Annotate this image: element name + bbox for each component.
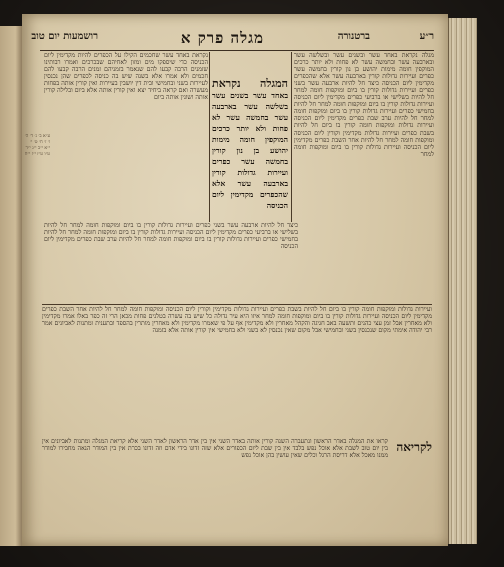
- running-header: [31, 28, 434, 51]
- column-divider: [291, 52, 292, 222]
- book-page: [22, 14, 448, 546]
- mishnah-opening-words: המגלה נקראת: [212, 77, 288, 90]
- lower-commentary-text: כיצד חל להיות ארבעה עשר בשני כפרים ועיירות גדולות קורין בו ביום ומוקפות חומה למחר חל להיות בשלישי או ברביעי כפרים מקדימין ליום הכניסה ועיירות גדולות קורין בו ביום ומוקפות חומה למחר חל להיות בחמישי כפרים ועיירות גדולות קורין בו ביום ומוקפות חומה למחר חל להיות ערב שבת כפרים מקדימין ליום הכניסה: [44, 222, 298, 251]
- commentary-running-head: ברטנורה: [337, 31, 370, 42]
- commentary-column-left: [44, 52, 208, 218]
- column-divider: [209, 52, 210, 222]
- commentary-lower-block: [44, 222, 298, 306]
- mishnah-block: [212, 77, 288, 210]
- full-width-text: ועיירות גדולות ומוקפות חומה קורין בו ביום חל להיות בשבת כפרים ועיירות גדולות מקדימין וקורין ליום הכניסה ומוקפות חומה למחר חל להיות אחר השבת כפרים מקדימין ליום הכניסה ועיירות גדולות קורין בו ביום ומוקפות חומה למחר איזו היא עיר גדולה כל שיש בה עשרה בטלנים פחות מכאן הרי זה כפר באלו אמרו מקדימין ולא מאחרין אבל זמן עצי כהנים ותשעה באב חגיגה והקהל מאחרין ולא מקדימין אף על פי שאמרו מקדימין ולא מאחרין מותרין בהספד ובתענית ומתנות לאביונים אמר רבי יהודה אימתי מקום שנכנסין בשני ובחמישי אבל מקום שאין נכנסין לא בשני ולא בחמישי אין קורין אותה אלא בזמנה: [42, 306, 432, 335]
- marginal-notes: ע״א ב׳ ג׳ ד׳ ה׳ ו׳ ז׳ ח׳ ט׳ י׳ י״א י״ב י״ג י״ד ט״ו ט״ז י״ז י״ח: [24, 134, 50, 157]
- section-heading: לקריאה: [396, 440, 432, 454]
- commentary-column-right: [294, 52, 434, 292]
- tosafot-text: נקראת באחד עשר שחכמים הקילו על הכפרים להיות מקדימין ליום הכניסה כדי שיספקו מים ומזון לאחיהם שבכרכים ואמרו רבותינו שזמנים הרבה קבעו להם שנאמר בזמניהם זמנים הרבה קבעו להם חכמים ולא אמרו אלא בשנה שיש בה כניסה לכפרים שהן נכנסין לעיירות בשני ובחמישי ובית דין יושבין בעיירות ואין קורין אותה בפחות מעשרה ואם קראה ביחיד יצא ואין קורין אותה אלא ביום ובלילה קורין אותה ושונין אותה ביום: [44, 52, 208, 102]
- mishnah-text: באחד עשר בשנים עשר בשלשה עשר בארבעה עשר בחמשה עשר לא פחות ולא יותר כרכים המוקפין חומה מימות יהושע בן נון קורין בחמשה עשר כפרים ועיירות גדולות קורין בארבעה עשר אלא שהכפרים מקדימין ליום הכניסה: [212, 91, 288, 210]
- page-block-edge: [448, 18, 477, 544]
- full-width-commentary: [42, 306, 432, 436]
- bottom-commentary: [42, 438, 388, 550]
- facing-page-edge: [0, 26, 23, 546]
- bottom-commentary-text: קראו את המגלה באדר הראשון ונתעברה השנה קורין אותה באדר השני אין בין אדר הראשון לאדר השני אלא קריאת המגלה ומתנות לאביונים אין בין יום טוב לשבת אלא אוכל נפש בלבד אין בין שבת ליום הכפורים אלא שזה זדונו בידי אדם וזה זדונו בכרת אין בין המודר הנאה מחבירו למודר ממנו מאכל אלא דריסת הרגל וכלים שאין עושין בהן אוכל נפש: [42, 438, 388, 460]
- page-number: ר״ע: [419, 31, 434, 42]
- tosafot-running-head: רושמעות יום טוב: [31, 31, 98, 42]
- section-divider: [42, 304, 432, 305]
- commentary-text: מגלה נקראת באחד עשר ובשנים עשר ובשלשה עשר ובארבעה עשר ובחמשה עשר לא פחות ולא יותר כרכים המוקפין חומה מימות יהושע בן נון קורין בחמשה עשר כפרים ועיירות גדולות קורין בארבעה עשר אלא שהכפרים מקדימין ליום הכניסה כיצד חל להיות ארבעה עשר בשני כפרים ועיירות גדולות קורין בו ביום ומוקפות חומה למחר חל להיות בשלישי או ברביעי כפרים מקדימין ליום הכניסה ועיירות גדולות קורין בו ביום ומוקפות חומה למחר חל להיות בחמישי כפרים ועיירות גדולות קורין בו ביום ומוקפות חומה למחר חל להיות ערב שבת כפרים מקדימין ליום הכניסה ועיירות גדולות ומוקפות חומה קורין בו ביום חל להיות בשבת כפרים ועיירות גדולות מקדימין וקורין ליום הכניסה ומוקפות חומה למחר חל להיות אחר השבת כפרים מקדימין ליום הכניסה ועיירות גדולות קורין בו ביום ומוקפות חומה למחר: [294, 52, 434, 158]
- tractate-chapter-title: מגלה פרק א: [180, 29, 264, 47]
